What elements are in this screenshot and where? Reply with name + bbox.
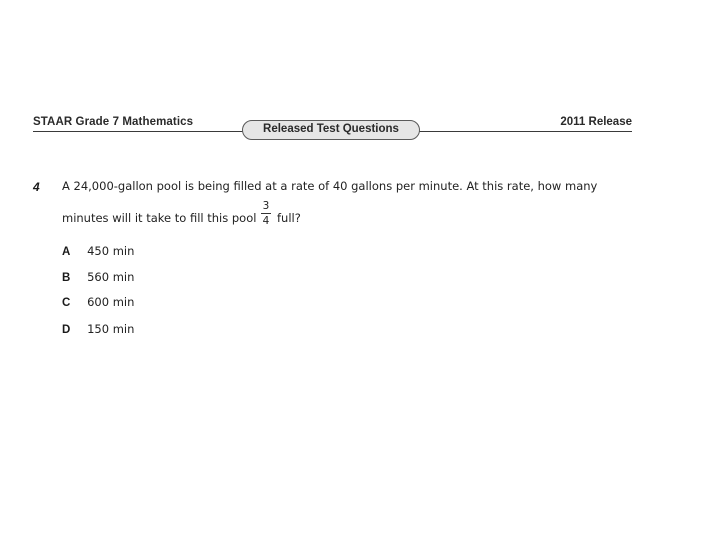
question-fraction — [261, 200, 271, 227]
question-text-tail: full? — [277, 211, 301, 225]
fraction-numerator: 3 — [262, 200, 270, 212]
choice-letter: D — [62, 324, 71, 336]
question-number: 4 — [33, 180, 40, 194]
choice-text: 560 min — [87, 270, 135, 284]
question-text-line-2: minutes will it take to fill this pool — [62, 211, 257, 225]
fraction-bar — [261, 213, 271, 214]
choice-text: 450 min — [87, 244, 135, 258]
choice-text: 150 min — [87, 322, 135, 336]
answer-choice-d[interactable] — [62, 318, 134, 334]
answer-choice-a[interactable] — [62, 240, 134, 256]
question-text-line-1: A 24,000-gallon pool is being filled at a rate of 40 gallons per minute. At this rate, how many — [62, 179, 598, 193]
choice-letter: A — [62, 246, 71, 258]
header-release: 2011 Release — [560, 116, 632, 128]
choice-letter: C — [62, 297, 71, 309]
fraction-denominator: 4 — [262, 215, 270, 227]
choice-letter: B — [62, 272, 71, 284]
answer-choice-c[interactable] — [62, 291, 134, 307]
header-subject: STAAR Grade 7 Mathematics — [33, 116, 194, 128]
header-section-badge: Released Test Questions — [242, 120, 420, 140]
choice-text: 600 min — [87, 295, 135, 309]
answer-choice-b[interactable] — [62, 266, 134, 282]
